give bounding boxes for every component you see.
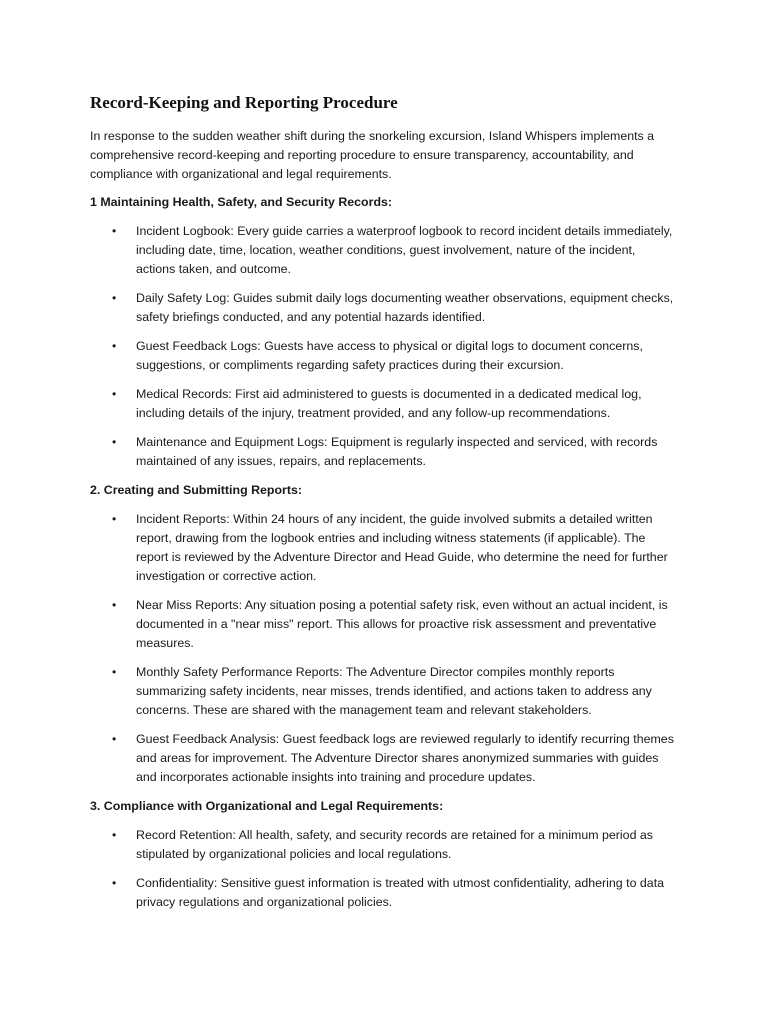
section-health-safety-records xyxy=(90,193,678,471)
section-compliance xyxy=(90,797,678,912)
list-item xyxy=(90,222,678,279)
list-item-text: Incident Logbook: Every guide carries a waterproof logbook to record incident details immediately, including date, time, location, weather conditions, guest involvement, nature of the incident, actions taken, and outcome. xyxy=(136,224,673,276)
section-heading: 3. Compliance with Organizational and Legal Requirements: xyxy=(90,799,444,813)
list-item-text: Daily Safety Log: Guides submit daily logs documenting weather observations, equipment checks, safety briefings conducted, and any potential hazards identified. xyxy=(136,291,674,324)
document-page xyxy=(90,92,678,922)
bullet-icon: • xyxy=(112,876,117,890)
list-item-text: Maintenance and Equipment Logs: Equipment is regularly inspected and serviced, with records maintained of any issues, repairs, and replacements. xyxy=(136,435,658,468)
section-creating-reports xyxy=(90,481,678,787)
bullet-icon: • xyxy=(112,512,117,526)
bullet-icon: • xyxy=(112,387,117,401)
list-item xyxy=(90,289,678,327)
bullet-list xyxy=(90,510,678,787)
bullet-icon: • xyxy=(112,732,117,746)
bullet-icon: • xyxy=(112,435,117,449)
list-item xyxy=(90,730,678,787)
bullet-icon: • xyxy=(112,339,117,353)
list-item xyxy=(90,385,678,423)
list-item-text: Near Miss Reports: Any situation posing a potential safety risk, even without an actual incident, is documented in a "near miss" report. This allows for proactive risk assessment and preventative measures. xyxy=(136,598,668,650)
list-item xyxy=(90,596,678,653)
bullet-icon: • xyxy=(112,598,117,612)
list-item-text: Guest Feedback Analysis: Guest feedback logs are reviewed regularly to identify recurring themes and areas for improvement. The Adventure Director shares anonymized summaries with guides and incorporates actionable insights into training and procedure updates. xyxy=(136,732,674,784)
list-item xyxy=(90,337,678,375)
list-item xyxy=(90,874,678,912)
list-item xyxy=(90,510,678,586)
list-item-text: Medical Records: First aid administered to guests is documented in a dedicated medical log, including details of the injury, treatment provided, and any follow-up recommendations. xyxy=(136,387,642,420)
list-item xyxy=(90,663,678,720)
bullet-icon: • xyxy=(112,665,117,679)
list-item xyxy=(90,433,678,471)
list-item-text: Record Retention: All health, safety, and security records are retained for a minimum period as stipulated by organizational policies and local regulations. xyxy=(136,828,653,861)
list-item-text: Monthly Safety Performance Reports: The Adventure Director compiles monthly reports summarizing safety incidents, near misses, trends identified, and actions taken to address any concerns. These are shared with the management team and relevant stakeholders. xyxy=(136,665,652,717)
bullet-icon: • xyxy=(112,291,117,305)
list-item xyxy=(90,826,678,864)
bullet-list xyxy=(90,222,678,471)
list-item-text: Confidentiality: Sensitive guest information is treated with utmost confidentiality, adhering to data privacy regulations and organizational policies. xyxy=(136,876,665,909)
list-item-text: Incident Reports: Within 24 hours of any incident, the guide involved submits a detailed written report, drawing from the logbook entries and including witness statements (if applicable). The report is reviewed by the Adventure Director and Head Guide, who determine the need for further investigation or corrective action. xyxy=(136,512,668,583)
list-item-text: Guest Feedback Logs: Guests have access to physical or digital logs to document concerns, suggestions, or compliments regarding safety practices during their excursion. xyxy=(136,339,643,372)
section-heading: 1 Maintaining Health, Safety, and Security Records: xyxy=(90,195,393,209)
bullet-list xyxy=(90,826,678,912)
bullet-icon: • xyxy=(112,828,117,842)
intro-paragraph: In response to the sudden weather shift during the snorkeling excursion, Island Whispers implements a comprehensive record-keeping and reporting procedure to ensure transparency, accountability, and compliance with organizational and legal requirements. xyxy=(90,129,655,181)
bullet-icon: • xyxy=(112,224,117,238)
section-heading: 2. Creating and Submitting Reports: xyxy=(90,483,303,497)
page-title: Record-Keeping and Reporting Procedure xyxy=(90,93,398,112)
